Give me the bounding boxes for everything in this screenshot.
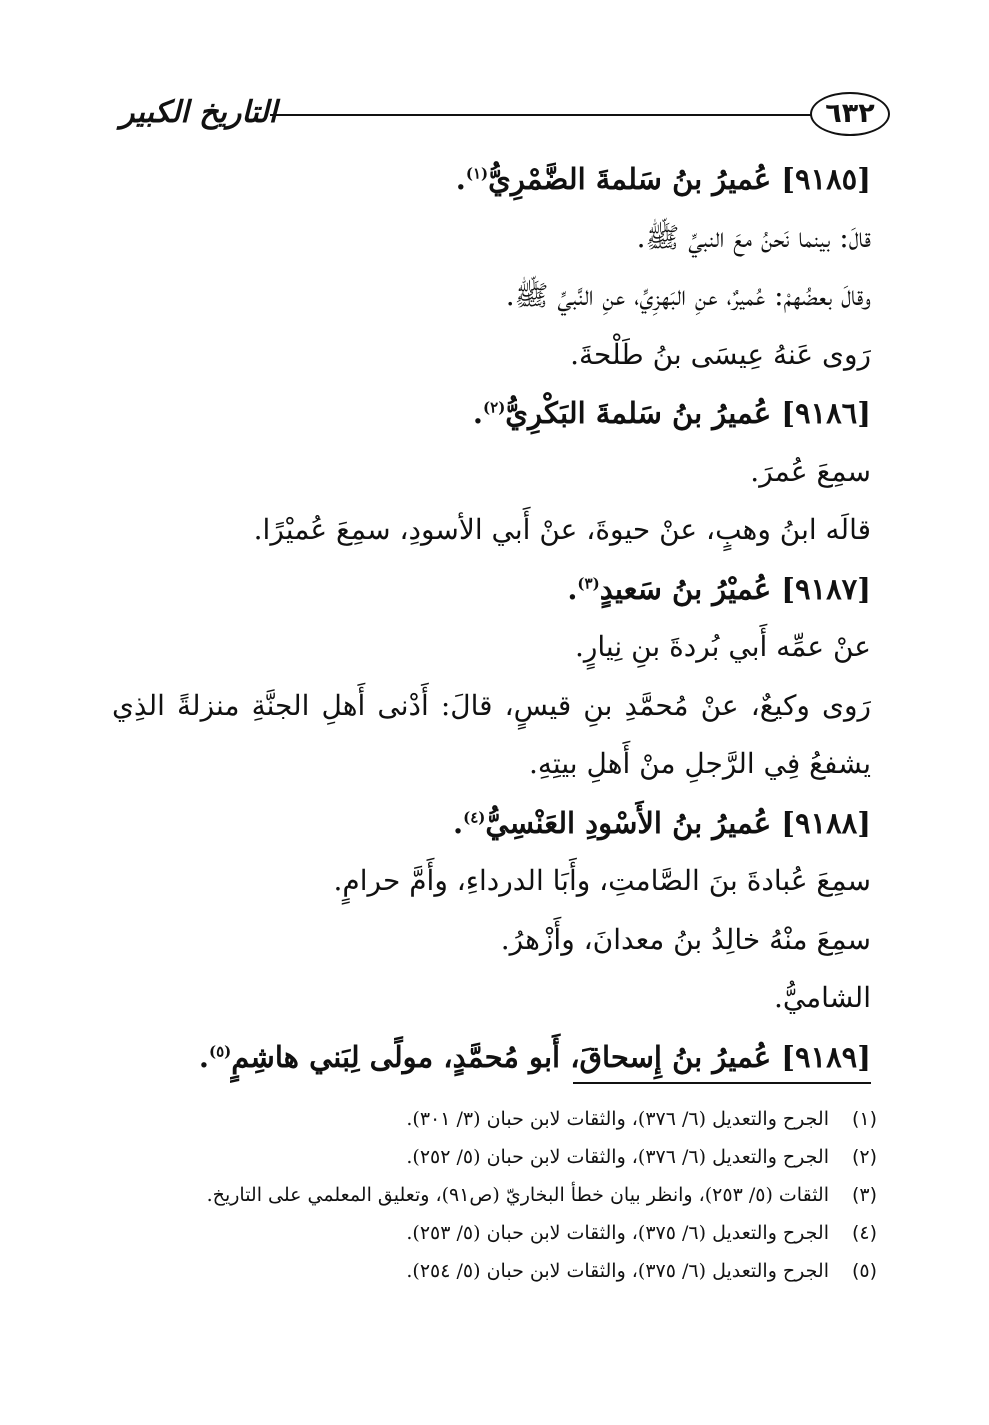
footnote-text: الثقات (٥/ ٢٥٣)، وانظر بيان خطأ البخاريّ (ص٩١)، وتعليق المعلمي على التاريخ. bbox=[206, 1184, 829, 1206]
text-line: وقالَ بعضُهمْ: عُميرٌ، عنِ البَهزِيِّ، عنِ النَّبيِّ ﷺ. bbox=[505, 279, 871, 312]
text-line: سمِعَ عُبادةَ بنَ الصَّامتِ، وأَبَا الدرداءِ، وأَمَّ حرامٍ. bbox=[333, 864, 871, 897]
footnote-text: الجرح والتعديل (٦/ ٣٧٥)، والثقات لابن حبان (٥/ ٢٥٤). bbox=[406, 1260, 829, 1282]
entry-heading bbox=[112, 1028, 871, 1087]
footnote-number: (٥) bbox=[851, 1260, 877, 1282]
entry-heading-text: [٩١٨٩] عُميرُ بنُ إِسحاقَ، أَبو مُحمَّدٍ، مولًى لِبَني هاشِمٍ bbox=[231, 1039, 871, 1074]
footnote-ref: (٣) bbox=[577, 573, 600, 592]
footnotes bbox=[108, 1100, 877, 1290]
text-line: قالَ: بينما نَحنُ معَ النبيِّ ﷺ. bbox=[636, 220, 871, 254]
text-line: قالَه ابنُ وهبٍ، عنْ حيوةَ، عنْ أَبي الأسودِ، سمِعَ عُميْرًا. bbox=[253, 513, 871, 546]
footnote-number: (٢) bbox=[851, 1146, 877, 1168]
page-number: ٦٣٢ bbox=[810, 92, 890, 136]
footnote-ref: (٤) bbox=[463, 807, 486, 826]
entry-heading bbox=[112, 150, 871, 209]
footnote-number: (١) bbox=[851, 1108, 877, 1130]
entry-heading-text: [٩١٨٦] عُميرُ بنُ سَلمةَ البَكْرِيُّ bbox=[505, 396, 871, 430]
footnote-ref: (٥) bbox=[208, 1041, 232, 1060]
entry-heading bbox=[112, 384, 871, 443]
text-line: سمِعَ منْهُ خالِدُ بنُ معدانَ، وأَزْهرُ. bbox=[500, 922, 871, 956]
entry-end: . bbox=[198, 1039, 209, 1074]
footnote bbox=[108, 1100, 877, 1138]
page-header bbox=[120, 92, 890, 142]
footnote-text: الجرح والتعديل (٦/ ٣٧٦)، والثقات لابن حبان (٣/ ٣٠١). bbox=[406, 1108, 829, 1130]
entry-end: . bbox=[455, 162, 466, 196]
text-line: الشاميُّ. bbox=[773, 981, 871, 1014]
footnote bbox=[108, 1138, 877, 1176]
footnote bbox=[108, 1214, 877, 1252]
entry-end: . bbox=[567, 571, 578, 606]
entry-heading-text: [٩١٨٥] عُميرُ بنُ سَلمةَ الضَّمْرِيُّ bbox=[488, 162, 871, 196]
footnote-text: الجرح والتعديل (٦/ ٣٧٥)، والثقات لابن حبان (٥/ ٢٥٣). bbox=[406, 1222, 829, 1244]
entry-heading-text: [٩١٨٨] عُميرُ بنُ الأَسْودِ العَنْسِيُّ bbox=[485, 805, 871, 840]
footnote-ref: (١) bbox=[465, 164, 489, 183]
entry-end: . bbox=[453, 805, 464, 840]
text-line: رَوى عَنهُ عِيسَى بنُ طَلْحةَ. bbox=[570, 337, 871, 371]
footnote-number: (٣) bbox=[851, 1184, 877, 1206]
text-line: سمِعَ عُمرَ. bbox=[750, 454, 871, 488]
footnote-ref: (٢) bbox=[483, 398, 506, 417]
book-title: التاريخ الكبير bbox=[120, 95, 278, 130]
footnote-number: (٤) bbox=[851, 1222, 877, 1244]
main-text bbox=[112, 150, 871, 1086]
footnote-text: الجرح والتعديل (٦/ ٣٧٦)، والثقات لابن حبان (٥/ ٢٥٢). bbox=[406, 1146, 829, 1168]
entry-heading-text: [٩١٨٧] عُميْرُ بنُ سَعيدٍ bbox=[599, 571, 871, 606]
footnote bbox=[108, 1252, 877, 1290]
entry-heading bbox=[112, 794, 871, 853]
entry-end: . bbox=[472, 396, 484, 430]
text-line: عنْ عمِّه أَبي بُردةَ بنِ نِيارٍ. bbox=[574, 630, 871, 663]
entry-heading bbox=[112, 560, 871, 619]
text-paragraph: رَوى وكيعٌ، عنْ مُحمَّدِ بنِ قيسٍ، قالَ: أَدْنى أَهلِ الجنَّةِ منزلةً الذِي يشفعُ فِي الرَّجلِ منْ أَهلِ بيتِهِ. bbox=[112, 688, 871, 780]
footnote-separator bbox=[573, 1082, 871, 1084]
header-rule bbox=[270, 114, 812, 116]
footnote bbox=[108, 1176, 877, 1214]
